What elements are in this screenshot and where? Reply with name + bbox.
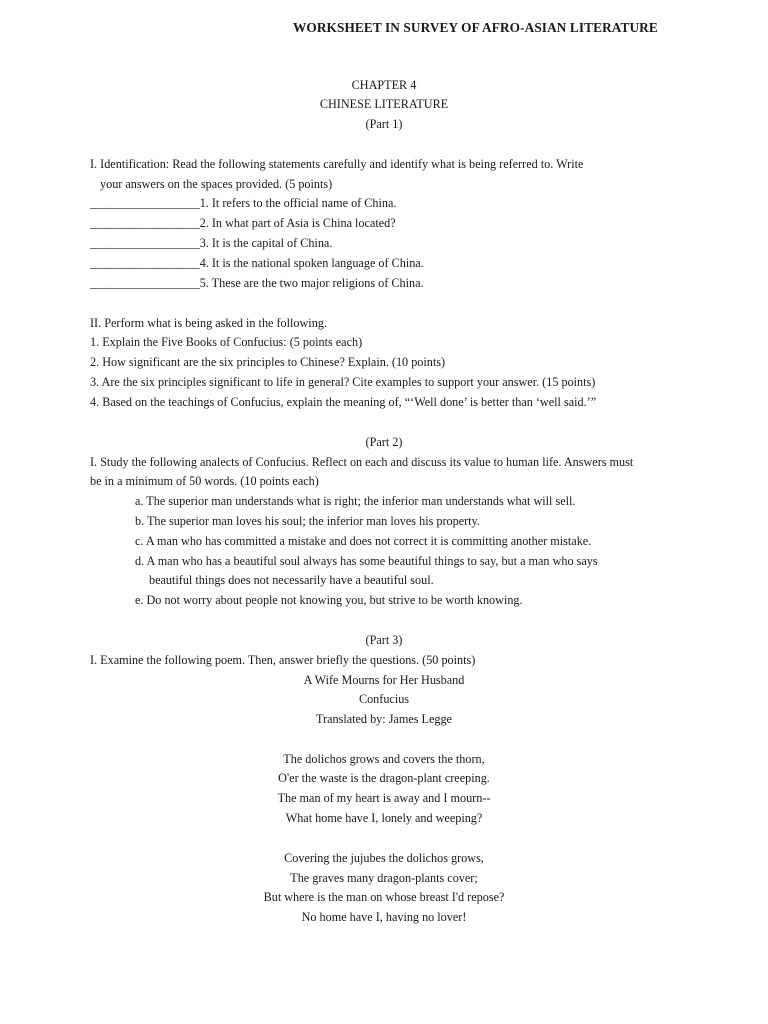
identification-instruction-line1: I. Identification: Read the following statements carefully and identify what is being referred to. Write [90,157,584,171]
poem-line: But where is the man on whose breast I'd repose? [263,890,505,904]
poem-line: The man of my heart is away and I mourn-- [277,791,491,805]
identification-item: __________________5. These are the two major religions of China. [90,276,424,290]
identification-item: __________________3. It is the capital of China. [90,236,333,250]
part2-instruction-line2: be in a minimum of 50 words. (10 points each) [90,474,319,488]
poem-title: A Wife Mourns for Her Husband [303,673,465,687]
part3-instruction: I. Examine the following poem. Then, answer briefly the questions. (50 points) [90,653,476,667]
subject-label: CHINESE LITERATURE [319,97,449,111]
poem-translator: Translated by: James Legge [316,712,452,726]
identification-item: __________________4. It is the national spoken language of China. [90,256,424,270]
identification-instruction-line2: your answers on the spaces provided. (5 points) [100,177,333,191]
poem-line: The dolichos grows and covers the thorn, [283,752,485,766]
perform-item: 2. How significant are the six principles to Chinese? Explain. (10 points) [90,355,446,369]
poem-line: What home have I, lonely and weeping? [285,811,483,825]
part3-label: (Part 3) [365,633,403,647]
analect-item: c. A man who has committed a mistake and does not correct it is committing another mistake. [135,534,592,548]
poem-line: The graves many dragon-plants cover; [290,871,478,885]
poem-line: Covering the jujubes the dolichos grows, [284,851,484,865]
poem-line: O'er the waste is the dragon-plant creeping. [278,771,490,785]
analect-item: a. The superior man understands what is right; the inferior man understands what will sell. [135,494,576,508]
chapter-label: CHAPTER 4 [351,78,417,92]
part2-label: (Part 2) [365,435,403,449]
perform-item: 1. Explain the Five Books of Confucius: (5 points each) [90,335,363,349]
analect-item: e. Do not worry about people not knowing you, but strive to be worth knowing. [135,593,523,607]
analect-item: d. A man who has a beautiful soul always has some beautiful things to say, but a man who says [135,554,598,568]
analect-item-continuation: beautiful things does not necessarily have a beautiful soul. [149,573,434,587]
identification-item: __________________2. In what part of Asia is China located? [90,216,396,230]
worksheet-title: WORKSHEET IN SURVEY OF AFRO-ASIAN LITERATURE [293,20,658,35]
part1-label: (Part 1) [365,117,403,131]
perform-item: 3. Are the six principles significant to life in general? Cite examples to support your answer. (15 points) [90,375,596,389]
poem-author: Confucius [358,692,410,706]
perform-heading: II. Perform what is being asked in the following. [90,316,327,330]
poem-line: No home have I, having no lover! [301,910,467,924]
perform-item: 4. Based on the teachings of Confucius, explain the meaning of, “‘Well done’ is better than ‘well said.’” [90,395,597,409]
analect-item: b. The superior man loves his soul; the inferior man loves his property. [135,514,480,528]
part2-instruction-line1: I. Study the following analects of Confucius. Reflect on each and discuss its value to human life. Answers must [90,455,634,469]
identification-item: __________________1. It refers to the official name of China. [90,196,397,210]
